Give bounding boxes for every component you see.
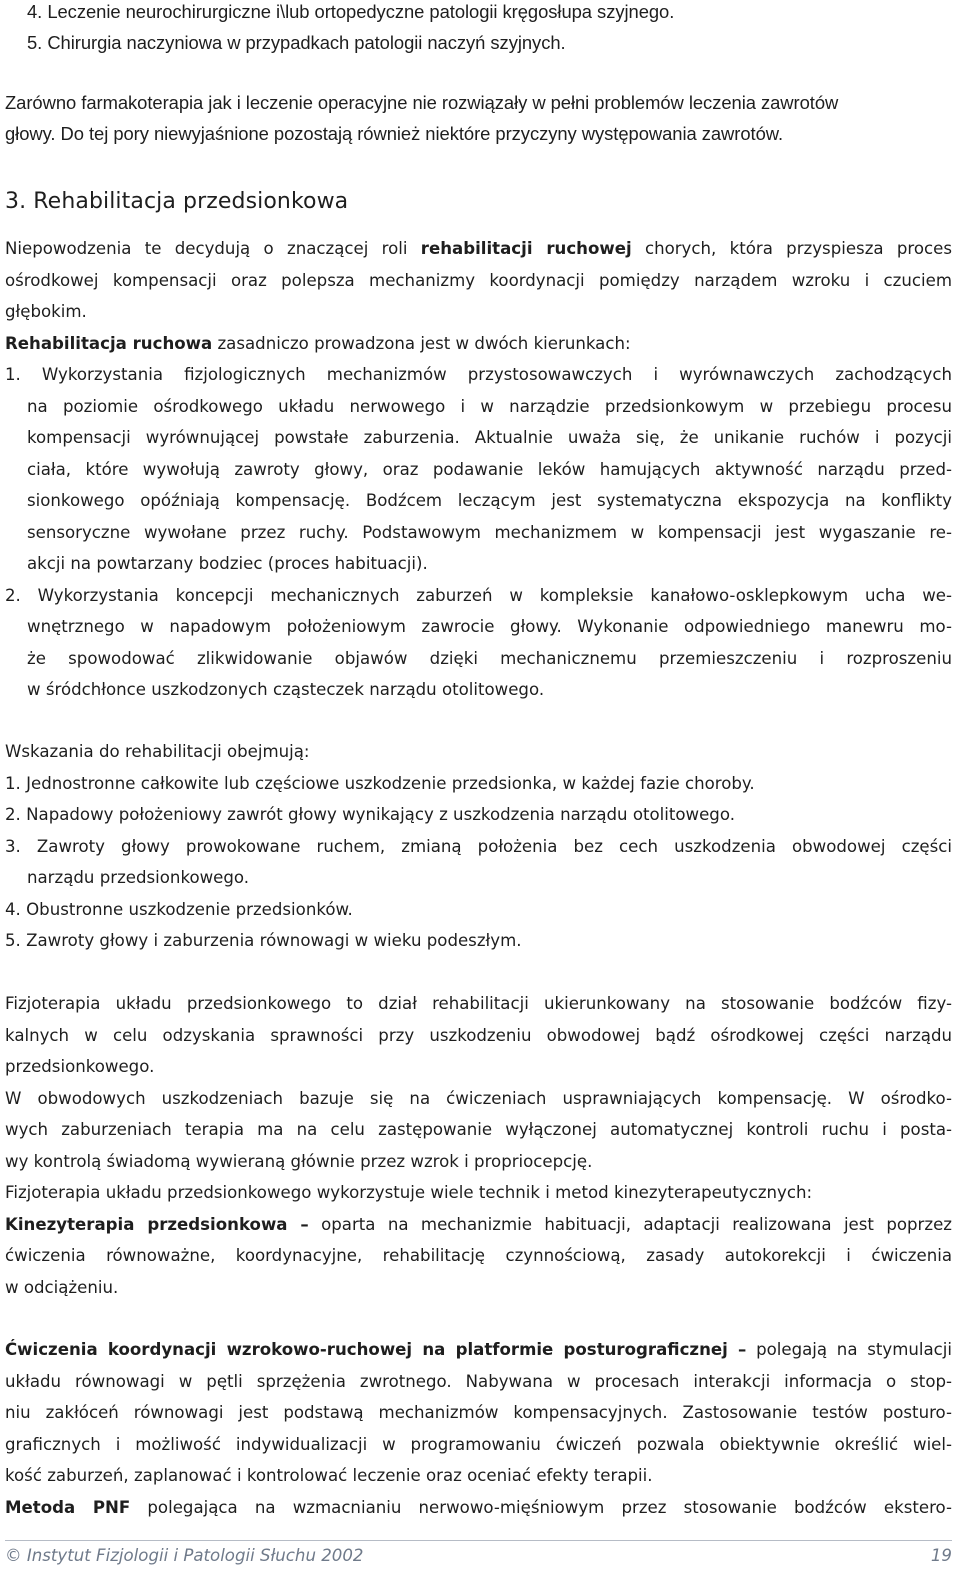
list-item: 1. Wykorzystania fizjologicznych mechanizmów przystosowawczych i wyrównawczych zachodzących <box>5 365 952 384</box>
list-item-line: w śródchłonce uszkodzonych cząsteczek narządu otolitowego. <box>27 680 545 699</box>
list-item-line: kompensacji wyrównującej powstałe zaburzenia. Aktualnie uważa się, że unikanie ruchów i pozycji <box>27 428 952 447</box>
section-heading: 3. Rehabilitacja przedsionkowa <box>5 189 349 214</box>
list-item-line: ciała, które wywołują zawroty głowy, oraz podawanie leków hamujących aktywność narządu przed- <box>27 460 952 479</box>
paragraph-line: ośrodkowej kompensacji oraz polepsza mechanizmy koordynacji pomiędzy narządem wzroku i czuciem <box>5 271 952 290</box>
paragraph-line: ćwiczenia równoważne, koordynacyjne, rehabilitację czynnościową, zasady autokorekcji i ćwiczenia <box>5 1246 952 1265</box>
page-footer <box>5 1546 952 1568</box>
paragraph-line: Niepowodzenia te decydują o znaczącej roli rehabilitacji ruchowej chorych, która przyspiesza proces <box>5 239 952 258</box>
paragraph-line: Zarówno farmakoterapia jak i leczenie operacyjne nie rozwiązały w pełni problemów leczenia zawrotów <box>5 92 839 113</box>
list-item: 5. Zawroty głowy i zaburzenia równowagi w wieku podeszłym. <box>5 931 522 950</box>
paragraph-line: układu równowagi w pętli sprzężenia zwrotnego. Nabywana w procesach interakcji informacja o stop- <box>5 1372 952 1391</box>
bold-term: Kinezyterapia przedsionkowa – <box>5 1215 309 1234</box>
paragraph-line: głębokim. <box>5 302 87 321</box>
list-item: 4. Obustronne uszkodzenie przedsionków. <box>5 900 353 919</box>
list-item: 5. Chirurgia naczyniowa w przypadkach patologii naczyń szyjnych. <box>27 32 566 53</box>
copyright-text: © Instytut Fizjologii i Patologii Słuchu 2002 <box>5 1546 364 1565</box>
paragraph-line: głowy. Do tej pory niewyjaśnione pozostają również niektóre przyczyny występowania zawrotów. <box>5 123 784 144</box>
list-item: 2. Napadowy położeniowy zawrót głowy wynikający z uszkodzenia narządu otolitowego. <box>5 805 735 824</box>
paragraph-line: W obwodowych uszkodzeniach bazuje się na ćwiczeniach usprawniających kompensację. W ośrodko- <box>5 1089 952 1108</box>
paragraph-line: Fizjoterapia układu przedsionkowego to dział rehabilitacji ukierunkowany na stosowanie bodźców fizy- <box>5 994 952 1013</box>
paragraph-line: wych zaburzeniach terapia ma na celu zastępowanie wyłączonej automatycznej kontroli ruchu i posta- <box>5 1120 952 1139</box>
bold-term: Ćwiczenia koordynacji wzrokowo-ruchowej na platformie posturograficznej – <box>5 1340 747 1359</box>
paragraph-line: wy kontrolą świadomą wywieraną głównie przez wzrok i propriocepcję. <box>5 1152 593 1171</box>
list-item-line: na poziomie ośrodkowego układu nerwowego i w narządzie przedsionkowym w przebiegu procesu <box>27 397 952 416</box>
list-item-line: narządu przedsionkowego. <box>27 868 250 887</box>
list-item: 3. Zawroty głowy prowokowane ruchem, zmianą położenia bez cech uszkodzenia obwodowej części <box>5 837 952 856</box>
bold-term: Metoda PNF <box>5 1498 131 1517</box>
paragraph-line: w odciążeniu. <box>5 1278 119 1297</box>
page-number: 19 <box>930 1546 952 1565</box>
paragraph-line: Metoda PNF polegająca na wzmacnianiu nerwowo-mięśniowym przez stosowanie bodźców ekstero- <box>5 1498 952 1517</box>
paragraph-line: Rehabilitacja ruchowa zasadniczo prowadzona jest w dwóch kierunkach: <box>5 334 631 353</box>
bold-term: rehabilitacji ruchowej <box>420 239 632 258</box>
footer-divider <box>5 1540 952 1541</box>
list-item-line: wnętrznego w napadowym położeniowym zawrocie głowy. Wykonanie odpowiedniego manewru mo- <box>27 617 952 636</box>
list-item: 4. Leczenie neurochirurgiczne i\lub ortopedyczne patologii kręgosłupa szyjnego. <box>27 1 675 22</box>
paragraph-line: Ćwiczenia koordynacji wzrokowo-ruchowej na platformie posturograficznej – polegają na stymulacji <box>5 1340 952 1359</box>
list-item-line: sensoryczne wywołane przez ruchy. Podstawowym mechanizmem w kompensacji jest wygaszanie re- <box>27 523 952 542</box>
paragraph-line: kalnych w celu odzyskania sprawności przy uszkodzeniu obwodowej bądź ośrodkowej części narządu <box>5 1026 952 1045</box>
paragraph-line: niu zakłóceń równowagi jest podstawą mechanizmów kompensacyjnych. Zastosowanie testów posturo- <box>5 1403 952 1422</box>
list-item-line: że spowodować zlikwidowanie objawów dzięki mechanicznemu przemieszczeniu i rozproszeniu <box>27 649 952 668</box>
list-item-line: akcji na powtarzany bodziec (proces habituacji). <box>27 554 428 573</box>
paragraph-line: Fizjoterapia układu przedsionkowego wykorzystuje wiele technik i metod kinezyterapeutycznych: <box>5 1183 813 1202</box>
list-item: 1. Jednostronne całkowite lub częściowe uszkodzenie przedsionka, w każdej fazie choroby. <box>5 774 755 793</box>
list-item-line: sionkowego opóźniają kompensację. Bodźcem leczącym jest systematyczna ekspozycja na konflikty <box>27 491 952 510</box>
paragraph-line: Wskazania do rehabilitacji obejmują: <box>5 742 310 761</box>
bold-term: Rehabilitacja ruchowa <box>5 334 213 353</box>
paragraph-line: graficznych i możliwość indywidualizacji w programowaniu ćwiczeń pozwala obiektywnie określić wiel- <box>5 1435 952 1454</box>
list-item: 2. Wykorzystania koncepcji mechanicznych zaburzeń w kompleksie kanałowo-osklepkowym ucha we- <box>5 586 952 605</box>
paragraph-line: przedsionkowego. <box>5 1057 155 1076</box>
paragraph-line: kość zaburzeń, zaplanować i kontrolować leczenie oraz oceniać efekty terapii. <box>5 1466 653 1485</box>
paragraph-line: Kinezyterapia przedsionkowa – oparta na mechanizmie habituacji, adaptacji realizowana jest poprzez <box>5 1215 952 1234</box>
